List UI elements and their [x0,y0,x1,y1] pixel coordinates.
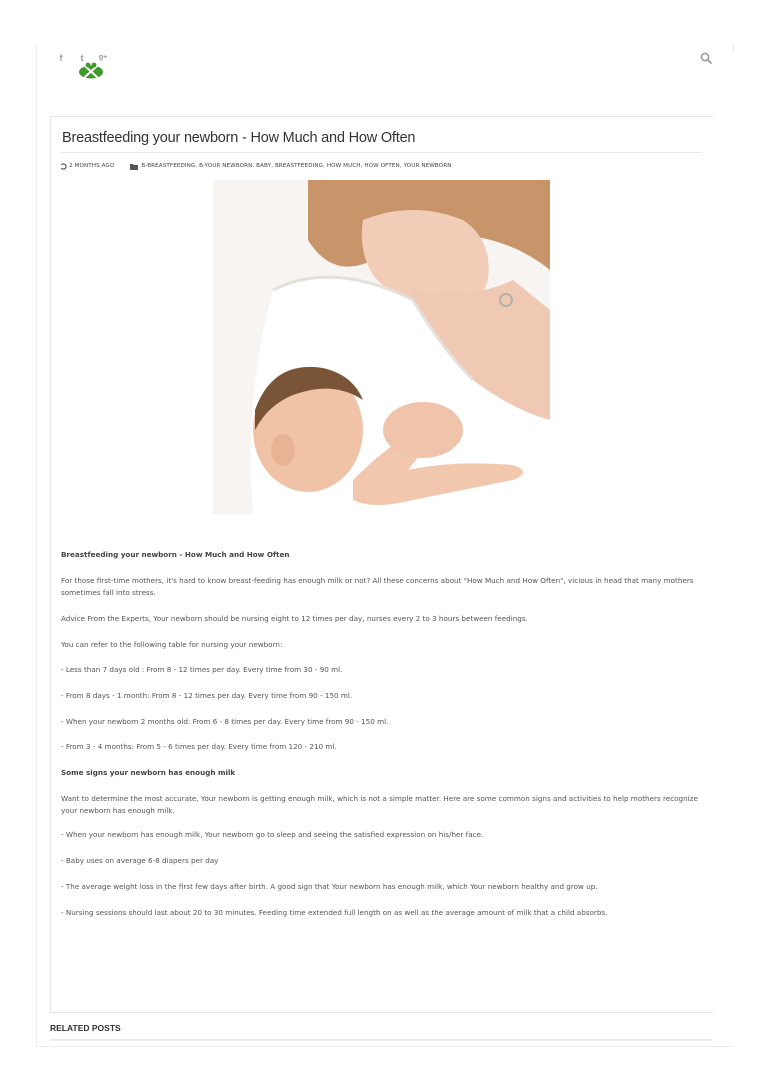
page-frame-left [36,44,37,1047]
related-posts-heading: RELATED POSTS [50,1023,121,1033]
list-item: - From 3 - 4 months: From 5 - 6 times per day. Every time from 120 - 210 ml. [61,742,337,751]
paragraph-signs: Want to determine the most accurate, Your newborn is getting enough milk, which is not a simple matter. Here are some common signs and activities to help mothers recognize your newborn has enough milk. [61,794,698,815]
paragraph-intro: For those first-time mothers, it's hard to know breast-feeding has enough milk or not? All these concerns about "How Much and How Often", vicious in head that many mothers sometimes fall into stress. [61,576,694,597]
folder-icon [130,163,138,170]
paragraph-table-intro: You can refer to the following table for nursing your newborn: [61,640,283,649]
facebook-icon[interactable]: f [59,53,63,63]
list-item: - The average weight loss in the first few days after birth. A good sign that Your newborn has enough milk, which Your newborn healthy and grow up. [61,882,598,891]
related-divider [50,1039,712,1041]
post-tags[interactable]: B-BREASTFEEDING, B-YOUR NEWBORN, BABY, BREASTFEEDING, HOW MUCH, HOW OFTEN, YOUR NEWBORN [141,163,452,169]
googleplus-icon[interactable]: g+ [98,54,108,61]
list-item: - From 8 days - 1 month: From 8 - 12 times per day. Every time from 90 - 150 ml. [61,691,353,700]
post-date: 2 MONTHS AGO [69,163,115,169]
post-title[interactable]: Breastfeeding your newborn - How Much and How Often [62,130,416,146]
list-item: - Baby uses on average 6-8 diapers per day [61,856,219,865]
post-meta [60,161,452,171]
list-item: - Less than 7 days old : From 8 - 12 times per day. Every time from 30 - 90 ml. [61,665,343,674]
mother-breastfeeding-newborn-photo [213,180,550,514]
list-item: - When your newborn has enough milk, Your newborn go to sleep and seeing the satisfied expression on his/her face. [61,830,484,839]
logo-icon[interactable] [78,62,104,79]
twitter-icon[interactable]: t [80,53,84,63]
page-bottom-line [36,1046,733,1047]
list-item: - When your newborn 2 months old: From 6 - 8 times per day. Every time from 90 - 150 ml. [61,717,389,726]
clock-icon [60,163,67,170]
search-icon[interactable] [700,52,712,64]
article-heading: Breastfeeding your newborn - How Much and How Often [61,550,290,559]
list-item: - Nursing sessions should last about 20 to 30 minutes. Feeding time extended full length on as well as the average amount of milk that a child absorbs. [61,908,608,917]
title-divider [61,152,702,153]
paragraph-advice: Advice From the Experts, Your newborn should be nursing eight to 12 times per day, nurses every 2 to 3 hours between feedings. [61,614,528,623]
page-frame-right [733,44,734,52]
section-heading: Some signs your newborn has enough milk [61,768,236,777]
